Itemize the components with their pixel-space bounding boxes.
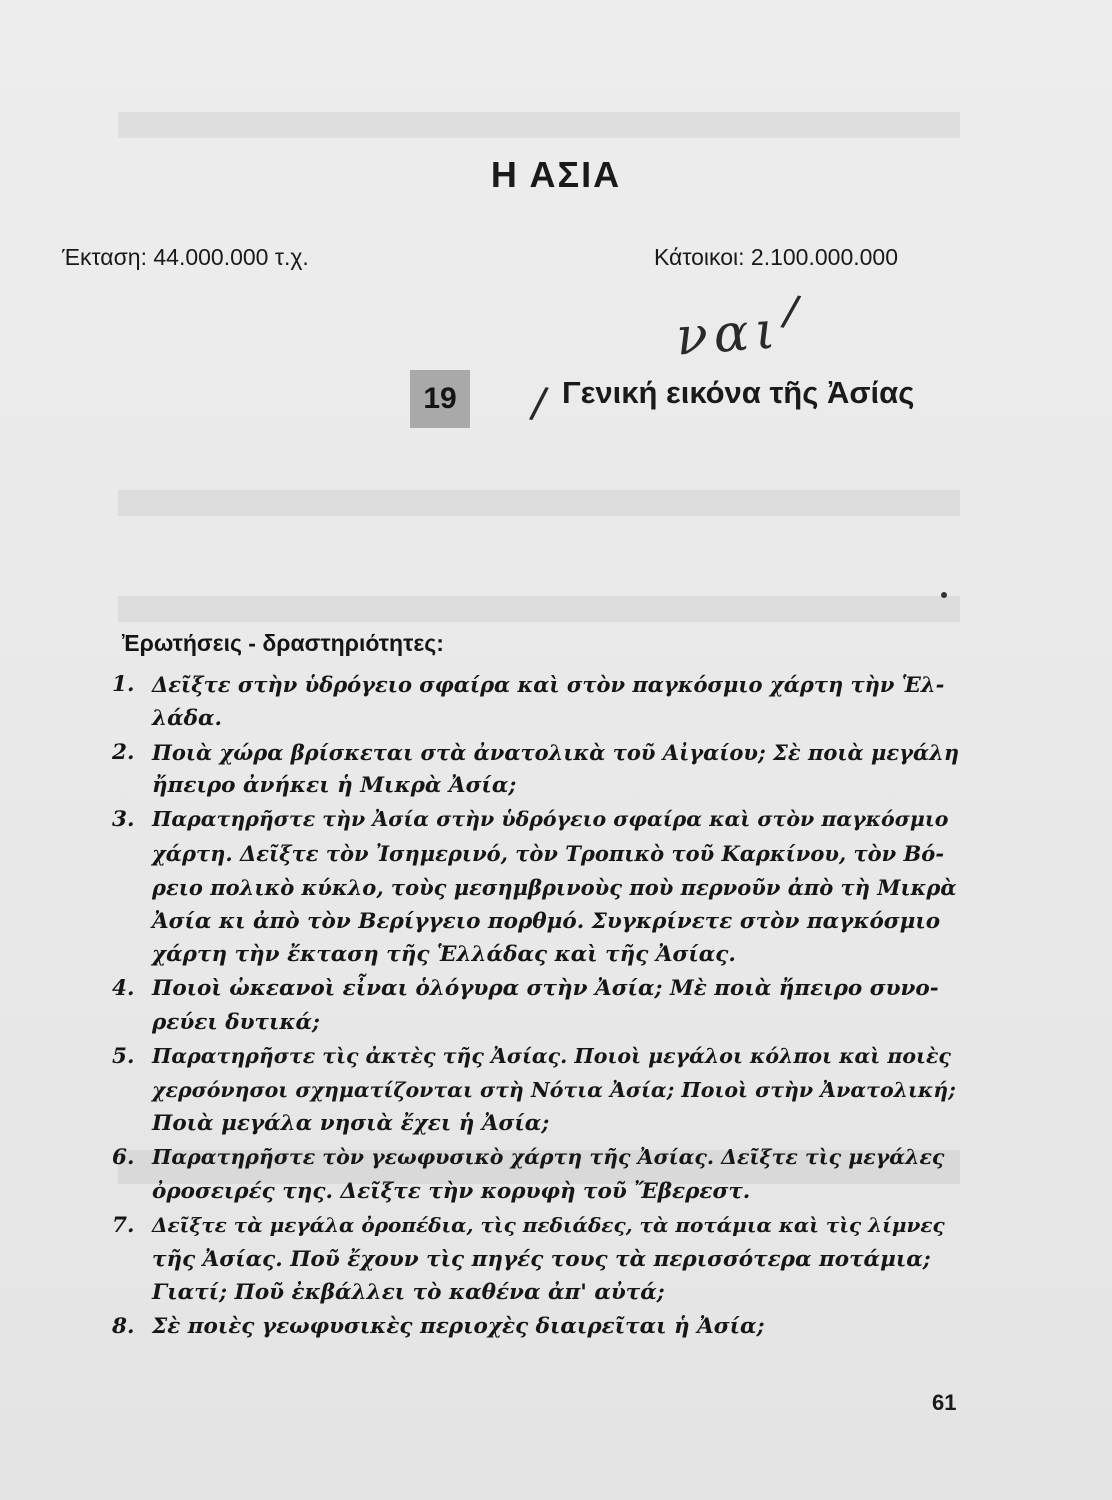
question-text-line: Παρατηρῆστε τὶς ἀκτὲς τῆς Ἀσίας. Ποιοὶ μεγάλοι κόλποι καὶ ποιὲς (152, 1043, 951, 1068)
lesson-number-box (410, 370, 470, 428)
lesson-number: 19 (423, 382, 457, 415)
page-number: 61 (932, 1390, 957, 1415)
question-text-line: ὀροσειρές της. Δεῖξτε τὴν κορυφὴ τοῦ Ἔβερεστ. (152, 1178, 751, 1204)
question-text-line: χάρτη τὴν ἔκταση τῆς Ἑλλάδας καὶ τῆς Ἀσίας. (152, 942, 736, 968)
question-text-line: Ποιὰ μεγάλα νησιὰ ἔχει ἡ Ἀσία; (152, 1111, 550, 1137)
lesson-title: Γενική εικόνα τῆς Ἀσίας (562, 375, 915, 410)
question-item (112, 1141, 962, 1209)
question-text-line: Γιατί; Ποῦ ἐκβάλλει τὸ καθένα ἀπ' αὐτά; (152, 1280, 665, 1306)
question-text-line: ρειο πολικὸ κύκλο, τοὺς μεσημβρινοὺς ποὺ περνοῦν ἀπὸ τὴ Μικρὰ (152, 874, 957, 900)
question-text-line: Παρατηρῆστε τὴν Ἀσία στὴν ὑδρόγειο σφαίρα καὶ στὸν παγκόσμιο (152, 807, 949, 832)
question-number: 6. (112, 1145, 135, 1171)
pen-mark: / (779, 285, 804, 336)
question-text-line: Δεῖξτε στὴν ὑδρόγειο σφαίρα καὶ στὸν παγκόσμιο χάρτη τὴν Ἑλ- (152, 672, 945, 697)
question-text-line: χερσόνησοι σχηματίζονται στὴ Νότια Ἀσία; Ποιοὶ στὴν Ἀνατολική; (152, 1077, 956, 1102)
question-text-line: Παρατηρῆστε τὸν γεωφυσικὸ χάρτη τῆς Ἀσίας. Δεῖξτε τὶς μεγάλες (152, 1145, 945, 1170)
question-item (112, 736, 962, 804)
question-item (112, 1209, 962, 1310)
question-item (112, 972, 962, 1040)
section-heading: Ἐρωτήσεις - δραστηριότητες: (122, 630, 444, 656)
show-through-band (118, 490, 960, 516)
show-through-band (118, 596, 960, 622)
question-item (112, 803, 962, 972)
question-text-line: χάρτη. Δεῖξτε τὸν Ἰσημερινό, τὸν Τροπικὸ τοῦ Καρκίνου, τὸν Βό- (152, 840, 945, 866)
question-text-line: Σὲ ποιὲς γεωφυσικὲς περιοχὲς διαιρεῖται ἡ Ἀσία; (152, 1314, 765, 1340)
question-text-line: ἤπειρο ἀνήκει ἡ Μικρὰ Ἀσία; (152, 773, 517, 799)
question-number: 8. (112, 1314, 135, 1340)
area-stat: Έκταση: 44.000.000 τ.χ. (62, 244, 309, 270)
question-item (112, 1040, 962, 1141)
population-stat: Κάτοικοι: 2.100.000.000 (654, 244, 899, 270)
show-through-band (118, 112, 960, 138)
question-number: 5. (112, 1043, 135, 1069)
question-item (112, 1310, 962, 1344)
question-number: 1. (112, 672, 135, 697)
ink-dot (941, 592, 947, 598)
question-text-line: Ἀσία κι ἀπὸ τὸν Βερίγγειο πορθμό. Συγκρίνετε στὸν παγκόσμιο (152, 908, 941, 934)
question-text-line: ρεύει δυτικά; (152, 1009, 320, 1035)
page-title: Η ΑΣΙΑ (490, 154, 622, 195)
question-text-line: Ποιὰ χώρα βρίσκεται στὰ ἀνατολικὰ τοῦ Αἰγαίου; Σὲ ποιὰ μεγάλη (152, 739, 960, 765)
question-number: 3. (112, 807, 135, 833)
question-number: 4. (112, 976, 135, 1002)
pen-mark: / (527, 377, 551, 428)
question-list (112, 668, 962, 1344)
question-text-line: Ποιοὶ ὠκεανοὶ εἶναι ὁλόγυρα στὴν Ἀσία; Μὲ ποιὰ ἤπειρο συνο- (152, 976, 939, 1002)
question-number: 7. (112, 1212, 135, 1238)
question-text-line: λάδα. (152, 705, 222, 731)
question-text-line: Δεῖξτε τὰ μεγάλα ὀροπέδια, τὶς πεδιάδες, τὰ ποτάμια καὶ τὶς λίμνες (152, 1212, 945, 1237)
question-text-line: τῆς Ἀσίας. Ποῦ ἔχουν τὶς πηγές τους τὰ περισσότερα ποτάμια; (152, 1246, 931, 1272)
question-number: 2. (112, 739, 135, 765)
handwritten-note: ναι (674, 300, 784, 368)
question-item (112, 668, 962, 736)
